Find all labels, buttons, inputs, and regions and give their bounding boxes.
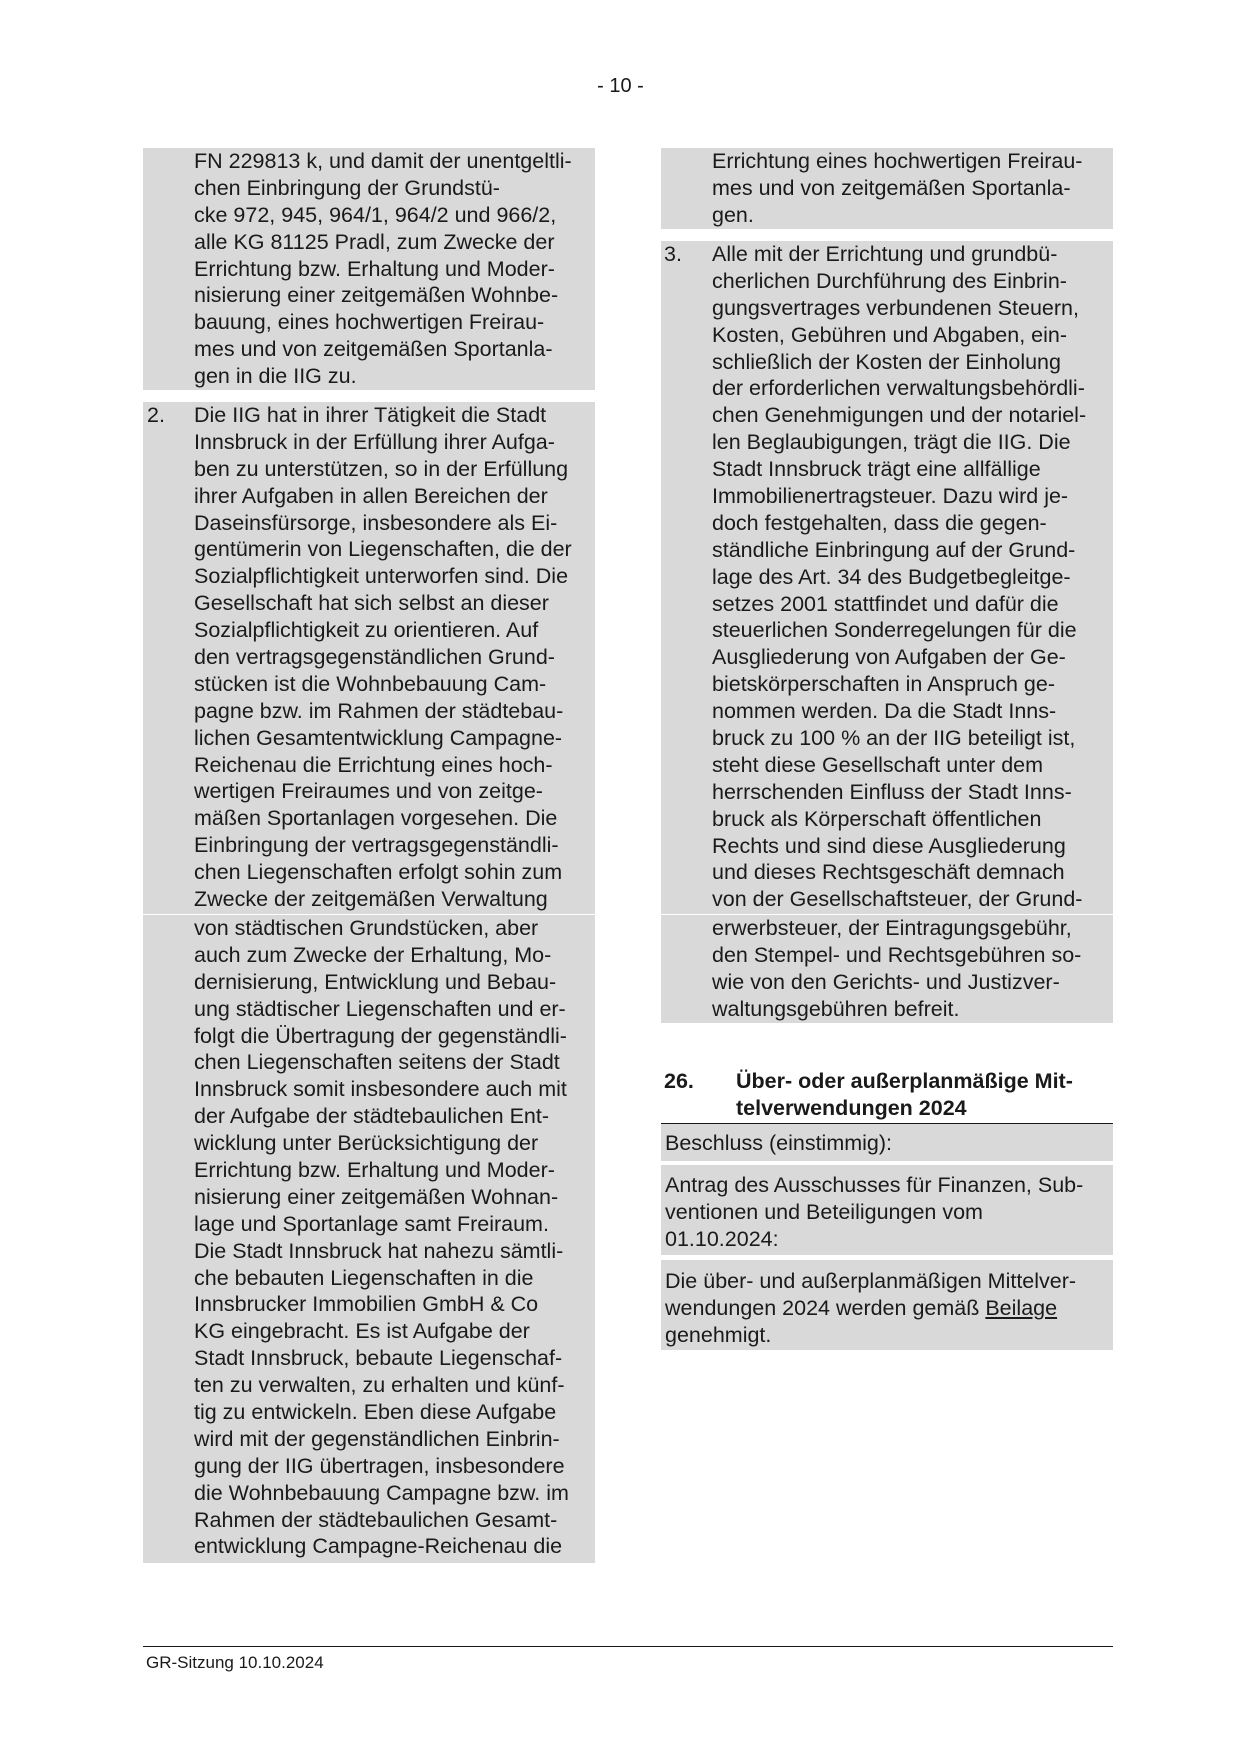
- text-line: wie von den Gerichts- und Justizver-: [712, 969, 1060, 994]
- text-line: und dieses Rechtsgeschäft demnach: [712, 860, 1065, 885]
- text-line: mes und von zeitgemäßen Sportanla-: [712, 175, 1071, 200]
- text-line: doch festgehalten, dass die gegen-: [712, 510, 1047, 535]
- text-line: nisierung einer zeitgemäßen Wohnan-: [194, 1184, 559, 1209]
- text-line: Zwecke der zeitgemäßen Verwaltung: [194, 887, 548, 912]
- text-line: ten zu verwalten, zu erhalten und künf-: [194, 1373, 565, 1398]
- resolution-bg: [661, 1260, 1113, 1350]
- text-line: gentümerin von Liegenschaften, die der: [194, 537, 572, 562]
- item-number-2: 2.: [147, 403, 165, 427]
- text-line: pagne bzw. im Rahmen der städtebau-: [194, 698, 564, 723]
- text-line: chen Einbringung der Grundstü-: [194, 175, 500, 200]
- text-line: gen in die IIG zu.: [194, 364, 357, 389]
- beilage-link[interactable]: Beilage: [985, 1296, 1058, 1320]
- text-line: dernisierung, Entwicklung und Bebau-: [194, 969, 557, 994]
- text-line: der Aufgabe der städtebaulichen Ent-: [194, 1104, 550, 1129]
- text-line: cke 972, 945, 964/1, 964/2 und 966/2,: [194, 202, 557, 227]
- text-line: die Wohnbebauung Campagne bzw. im: [194, 1480, 569, 1505]
- text-line: steht diese Gesellschaft unter dem: [712, 752, 1044, 777]
- footer-divider: [143, 1646, 1113, 1647]
- text-line: entwicklung Campagne-Reichenau die: [194, 1534, 563, 1559]
- text-line: ihrer Aufgaben in allen Bereichen der: [194, 483, 548, 508]
- text-line: Immobilienertragsteuer. Dazu wird je-: [712, 484, 1069, 509]
- text-line: erwerbsteuer, der Eintragungsgebühr,: [712, 916, 1072, 940]
- text-line: Innsbrucker Immobilien GmbH & Co: [194, 1292, 539, 1317]
- text-line: alle KG 81125 Pradl, zum Zwecke der: [194, 229, 555, 254]
- text-line: den vertragsgegenständlichen Grund-: [194, 645, 555, 670]
- text-line: wertigen Freiraumes und von zeitge-: [194, 779, 543, 804]
- section-number: 26.: [664, 1069, 694, 1093]
- footer-text: GR-Sitzung 10.10.2024: [146, 1653, 324, 1672]
- text-line: gen.: [712, 202, 754, 227]
- text-line: Rechts und sind diese Ausgliederung: [712, 833, 1066, 858]
- text-line: Errichtung bzw. Erhaltung und Moder-: [194, 1158, 555, 1183]
- resolution-line-1: Die über- und außerplanmäßigen Mittelver-: [665, 1269, 1077, 1293]
- text-line: len Beglaubigungen, trägt die IIG. Die: [712, 430, 1071, 455]
- text-line: che bebauten Liegenschaften in die: [194, 1265, 534, 1290]
- text-line: setzes 2001 stattfindet und dafür die: [712, 591, 1059, 616]
- right-block-3: [661, 915, 1113, 1023]
- section-title-line-1: Über- oder außerplanmäßige Mit-: [736, 1069, 1073, 1093]
- text-line: lage des Art. 34 des Budgetbegleitge-: [712, 564, 1071, 589]
- text-line: bietskörperschaften in Anspruch ge-: [712, 672, 1056, 697]
- text-line: Gesellschaft hat sich selbst an dieser: [194, 591, 549, 616]
- text-line: wird mit der gegenständlichen Einbrin-: [194, 1426, 560, 1451]
- text-line: ben zu unterstützen, so in der Erfüllung: [194, 456, 569, 481]
- motion-line-1: Antrag des Ausschusses für Finanzen, Sub-: [665, 1173, 1084, 1197]
- text-line: von der Gesellschaftsteuer, der Grund-: [712, 887, 1083, 912]
- text-line: Errichtung bzw. Erhaltung und Moder-: [194, 256, 555, 281]
- page-number: - 10 -: [597, 75, 644, 97]
- text-line: herrschenden Einfluss der Stadt Inns-: [712, 779, 1072, 804]
- text-line: tig zu entwickeln. Eben diese Aufgabe: [194, 1400, 557, 1425]
- text-line: mäßen Sportanlagen vorgesehen. Die: [194, 806, 558, 831]
- text-line: Die IIG hat in ihrer Tätigkeit die Stadt: [194, 403, 547, 427]
- text-line: steuerlichen Sonderregelungen für die: [712, 618, 1077, 643]
- text-line: chen Liegenschaften erfolgt sohin zum: [194, 860, 563, 885]
- resolution-line-2-prefix: wendungen 2024 werden gemäß: [665, 1296, 986, 1320]
- decision-label-bg: [661, 1124, 1113, 1161]
- text-line: ständliche Einbringung auf der Grund-: [712, 537, 1076, 562]
- text-line: ung städtischer Liegenschaften und er-: [194, 996, 566, 1021]
- text-line: bauung, eines hochwertigen Freirau-: [194, 310, 545, 335]
- text-line: auch zum Zwecke der Erhaltung, Mo-: [194, 942, 552, 967]
- text-line: stücken ist die Wohnbebauung Cam-: [194, 671, 547, 696]
- text-line: Stadt Innsbruck trägt eine allfällige: [712, 457, 1041, 482]
- text-line: Die Stadt Innsbruck hat nahezu sämtli-: [194, 1238, 564, 1263]
- text-line: wicklung unter Berücksichtigung der: [194, 1131, 539, 1156]
- text-line: gungsvertrages verbundenen Steuern,: [712, 295, 1079, 320]
- text-line: Reichenau die Errichtung eines hoch-: [194, 752, 553, 777]
- text-line: chen Genehmigungen und der notariel-: [712, 403, 1087, 428]
- right-item-3: [661, 241, 1113, 914]
- text-line: schließlich der Kosten der Einholung: [712, 349, 1061, 374]
- text-line: Sozialpflichtigkeit zu orientieren. Auf: [194, 618, 539, 643]
- text-line: Innsbruck somit insbesondere auch mit: [194, 1077, 567, 1102]
- text-line: Ausgliederung von Aufgaben der Ge-: [712, 645, 1066, 670]
- right-block-1-text: [712, 148, 1082, 229]
- text-line: mes und von zeitgemäßen Sportanla-: [194, 337, 553, 362]
- text-line: der erforderlichen verwaltungsbehördli-: [712, 376, 1085, 401]
- decision-label: Beschluss (einstimmig):: [665, 1131, 892, 1155]
- motion-line-3: 01.10.2024:: [665, 1227, 779, 1251]
- left-block-3-text: [194, 915, 569, 1560]
- text-line: bruck zu 100 % an der IIG beteiligt ist,: [712, 726, 1076, 751]
- section-title-line-2: telverwendungen 2024: [736, 1096, 967, 1120]
- text-line: Stadt Innsbruck, bebaute Liegenschaf-: [194, 1346, 563, 1371]
- text-line: den Stempel- und Rechtsgebühren so-: [712, 942, 1082, 967]
- text-line: gung der IIG übertragen, insbesondere: [194, 1453, 565, 1478]
- motion-bg: [661, 1165, 1113, 1255]
- text-line: lichen Gesamtentwicklung Campagne-: [194, 725, 563, 750]
- text-line: Errichtung eines hochwertigen Freirau-: [712, 149, 1083, 173]
- left-item-2: [143, 402, 595, 914]
- text-line: Alle mit der Errichtung und grundbü-: [712, 242, 1058, 266]
- text-line: nommen werden. Da die Stadt Inns-: [712, 699, 1057, 724]
- right-block-1: [661, 148, 1113, 229]
- text-line: lage und Sportanlage samt Freiraum.: [194, 1211, 549, 1236]
- motion-line-2: ventionen und Beteiligungen vom: [665, 1200, 983, 1224]
- text-line: cherlichen Durchführung des Einbrin-: [712, 268, 1067, 293]
- right-block-2-text: [712, 241, 1086, 913]
- left-block-2-text: [194, 402, 572, 913]
- text-line: Sozialpflichtigkeit unterworfen sind. Die: [194, 564, 569, 589]
- item-number-3: 3.: [664, 242, 682, 266]
- text-line: Kosten, Gebühren und Abgaben, ein-: [712, 322, 1068, 347]
- text-line: KG eingebracht. Es ist Aufgabe der: [194, 1319, 530, 1344]
- text-line: Daseinsfürsorge, insbesondere als Ei-: [194, 510, 558, 535]
- text-line: von städtischen Grundstücken, aber: [194, 916, 539, 940]
- text-line: FN 229813 k, und damit der unentgeltli-: [194, 149, 572, 173]
- text-line: Rahmen der städtebaulichen Gesamt-: [194, 1507, 558, 1532]
- text-line: bruck als Körperschaft öffentlichen: [712, 806, 1042, 831]
- text-line: Innsbruck in der Erfüllung ihrer Aufga-: [194, 429, 555, 454]
- right-block-3-text: [712, 915, 1081, 1023]
- left-block-1: [143, 148, 595, 390]
- text-line: Einbringung der vertragsgegenständli-: [194, 833, 559, 858]
- text-line: waltungsgebühren befreit.: [712, 996, 960, 1021]
- resolution-line-3: genehmigt.: [665, 1323, 772, 1347]
- text-line: chen Liegenschaften seitens der Stadt: [194, 1050, 560, 1075]
- text-line: folgt die Übertragung der gegenständli-: [194, 1023, 567, 1048]
- text-line: nisierung einer zeitgemäßen Wohnbe-: [194, 283, 559, 308]
- resolution-line-2: [665, 1295, 1057, 1322]
- left-block-1-text: [194, 148, 572, 390]
- left-block-3: [143, 915, 595, 1563]
